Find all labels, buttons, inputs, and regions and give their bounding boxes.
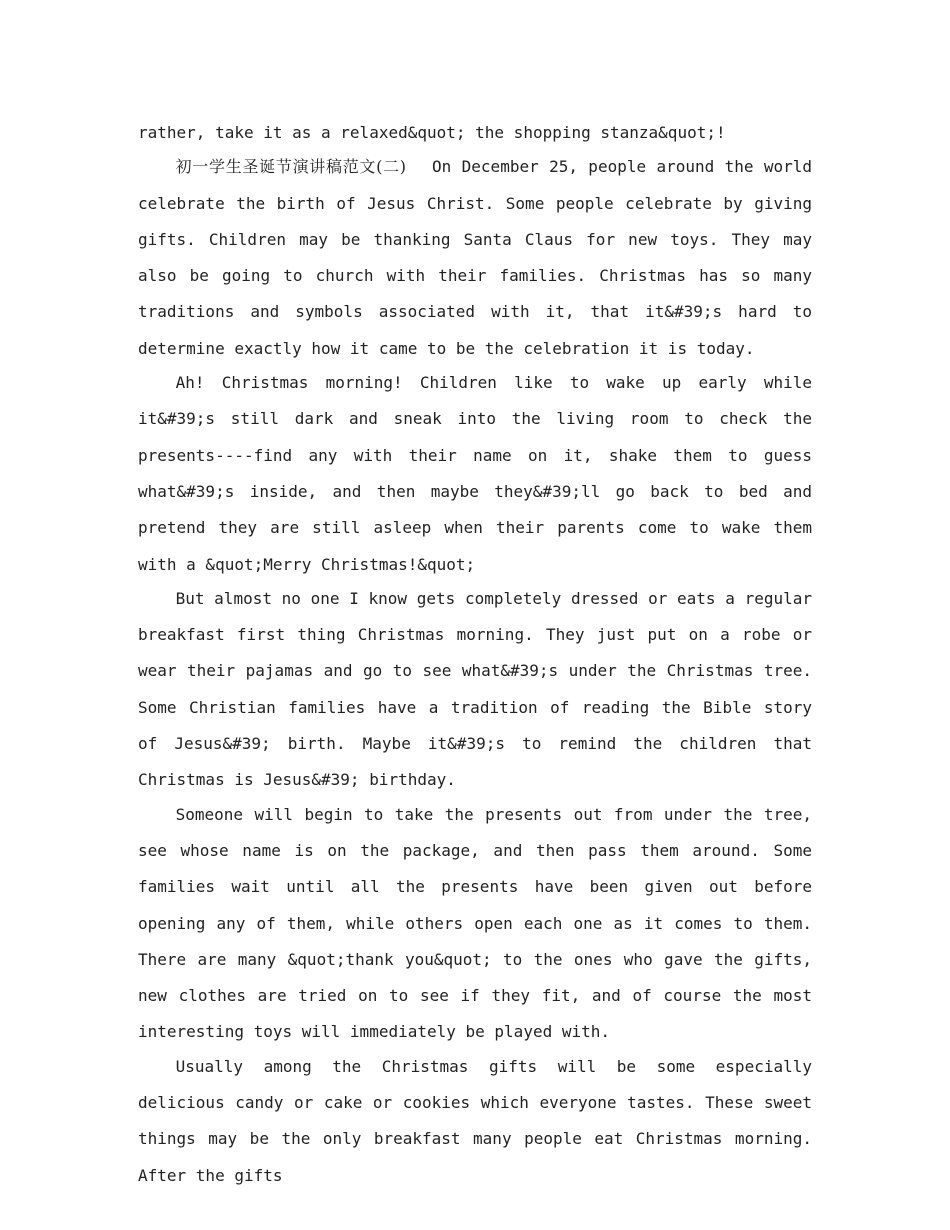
paragraph-5: [138, 797, 812, 1051]
paragraph-2: [138, 149, 812, 367]
paragraph-3-text: Ah! Christmas morning! Children like to wake up early while it&#39;s still dark and sneak into the living room to check the presents----find any with their name on it, shake them to guess what&#39;s inside, and then maybe they&#39;ll go back to bed and pretend they are still asleep when their parents come to wake them with a &quot;Merry Christmas!&quot;: [138, 373, 812, 574]
paragraph-2-text: On December 25, people around the world celebrate the birth of Jesus Christ. Some people celebrate by giving gifts. Children may be thanking Santa Claus for new toys. They may also be going to church with their families. Christmas has so many traditions and symbols associated with it, that it&#39;s hard to determine exactly how it came to be the celebration it is today.: [138, 157, 812, 358]
paragraph-4: [138, 581, 812, 799]
paragraph-4-text: But almost no one I know gets completely dressed or eats a regular breakfast first thing Christmas morning. They just put on a robe or wear their pajamas and go to see what&#39;s under the Christmas tree. Some Christian families have a tradition of reading the Bible story of Jesus&#39; birth. Maybe it&#39;s to remind the children that Christmas is Jesus&#39; birthday.: [138, 588, 812, 790]
section-heading: 初一学生圣诞节演讲稿范文(二): [175, 157, 407, 177]
paragraph-1-text: rather, take it as a relaxed&quot; the shopping stanza&quot;!: [138, 123, 726, 142]
paragraph-6: [138, 1049, 812, 1194]
paragraph-1: [138, 115, 812, 151]
paragraph-5-text: Someone will begin to take the presents out from under the tree, see whose name is on the package, and then pass them around. Some families wait until all the presents have been given out before opening any of them, while others open each one as it comes to them. There are many &quot;thank you&quot; to the ones who gave the gifts, new clothes are tried on to see if they fit, and of course the most interesting toys will immediately be played with.: [138, 804, 812, 1042]
paragraph-6-text: Usually among the Christmas gifts will be some especially delicious candy or cake or cookies which everyone tastes. These sweet things may be the only breakfast many people eat Christmas morning. After the gifts: [138, 1056, 812, 1185]
document-page: [138, 115, 812, 1194]
paragraph-3: [138, 365, 812, 583]
